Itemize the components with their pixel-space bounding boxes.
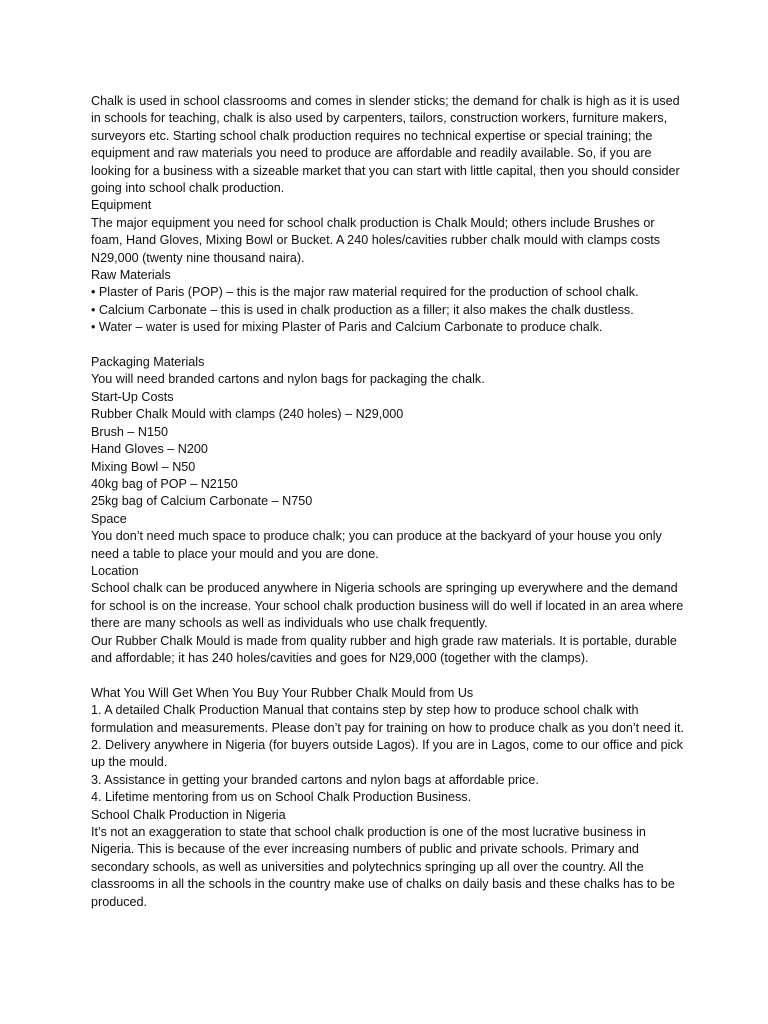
nigeria-paragraph: It’s not an exaggeration to state that school chalk production is one of the most lucrative business in Nigeria. This is because of the ever increasing numbers of public and private schools. Primary and secondary schools, as well as universities and polytechnics springing up all over the country. All the classrooms in all the schools in the country make use of chalks on daily basis and these chalks has to be produced. bbox=[91, 825, 675, 909]
what-you-get-heading: What You Will Get When You Buy Your Rubber Chalk Mould from Us bbox=[91, 685, 474, 700]
space-paragraph: You don’t need much space to produce chalk; you can produce at the backyard of your house you only need a table to place your mould and you are done. bbox=[91, 529, 662, 561]
raw-material-item: • Water – water is used for mixing Plaster of Paris and Calcium Carbonate to produce chalk. bbox=[91, 320, 603, 335]
startup-cost-item: Hand Gloves – N200 bbox=[91, 442, 208, 457]
blank-line bbox=[91, 667, 686, 684]
startup-cost-item: Mixing Bowl – N50 bbox=[91, 459, 196, 474]
benefit-item: 4. Lifetime mentoring from us on School Chalk Production Business. bbox=[91, 790, 472, 805]
equipment-heading: Equipment bbox=[91, 198, 152, 213]
benefit-item: 2. Delivery anywhere in Nigeria (for buyers outside Lagos). If you are in Lagos, come to our office and pick up the mould. bbox=[91, 738, 683, 770]
location-paragraph: School chalk can be produced anywhere in Nigeria schools are springing up everywhere and the demand for school is on the increase. Your school chalk production business will do well if located in an area where there are many schools as well as individuals who use chalk frequently. bbox=[91, 581, 684, 631]
space-heading: Space bbox=[91, 511, 127, 526]
startup-cost-item: Brush – N150 bbox=[91, 424, 169, 439]
raw-material-item: • Plaster of Paris (POP) – this is the major raw material required for the production of school chalk. bbox=[91, 285, 639, 300]
location-heading: Location bbox=[91, 563, 139, 578]
document-page bbox=[91, 93, 686, 911]
raw-materials-heading: Raw Materials bbox=[91, 268, 171, 283]
startup-cost-item: 25kg bag of Calcium Carbonate – N750 bbox=[91, 494, 313, 509]
packaging-paragraph: You will need branded cartons and nylon bags for packaging the chalk. bbox=[91, 372, 485, 387]
startup-cost-item: 40kg bag of POP – N2150 bbox=[91, 476, 238, 491]
startup-costs-heading: Start-Up Costs bbox=[91, 389, 174, 404]
benefit-item: 3. Assistance in getting your branded cartons and nylon bags at affordable price. bbox=[91, 772, 539, 787]
equipment-paragraph: The major equipment you need for school chalk production is Chalk Mould; others include Brushes or foam, Hand Gloves, Mixing Bowl or Bucket. A 240 holes/cavities rubber chalk mould with clamps costs N29,000 (twenty nine thousand naira). bbox=[91, 215, 661, 265]
benefit-item: 1. A detailed Chalk Production Manual that contains step by step how to produce school chalk with formulation and measurements. Please don’t pay for training on how to produce chalk as you don’t need it. bbox=[91, 703, 684, 735]
nigeria-heading: School Chalk Production in Nigeria bbox=[91, 807, 286, 822]
raw-material-item: • Calcium Carbonate – this is used in chalk production as a filler; it also makes the chalk dustless. bbox=[91, 302, 634, 317]
intro-paragraph: Chalk is used in school classrooms and comes in slender sticks; the demand for chalk is high as it is used in schools for teaching, chalk is also used by carpenters, tailors, construction workers, furniture makers, surveyors etc. Starting school chalk production requires no technical expertise or special training; the equipment and raw materials you need to produce are affordable and readily available. So, if you are looking for a business with a sizeable market that you can start with little capital, then you should consider going into school chalk production. bbox=[91, 94, 680, 196]
mould-paragraph: Our Rubber Chalk Mould is made from quality rubber and high grade raw materials. It is portable, durable and affordable; it has 240 holes/cavities and goes for N29,000 (together with the clamps). bbox=[91, 633, 677, 665]
packaging-heading: Packaging Materials bbox=[91, 355, 205, 370]
blank-line bbox=[91, 337, 686, 354]
startup-cost-item: Rubber Chalk Mould with clamps (240 holes) – N29,000 bbox=[91, 407, 404, 422]
